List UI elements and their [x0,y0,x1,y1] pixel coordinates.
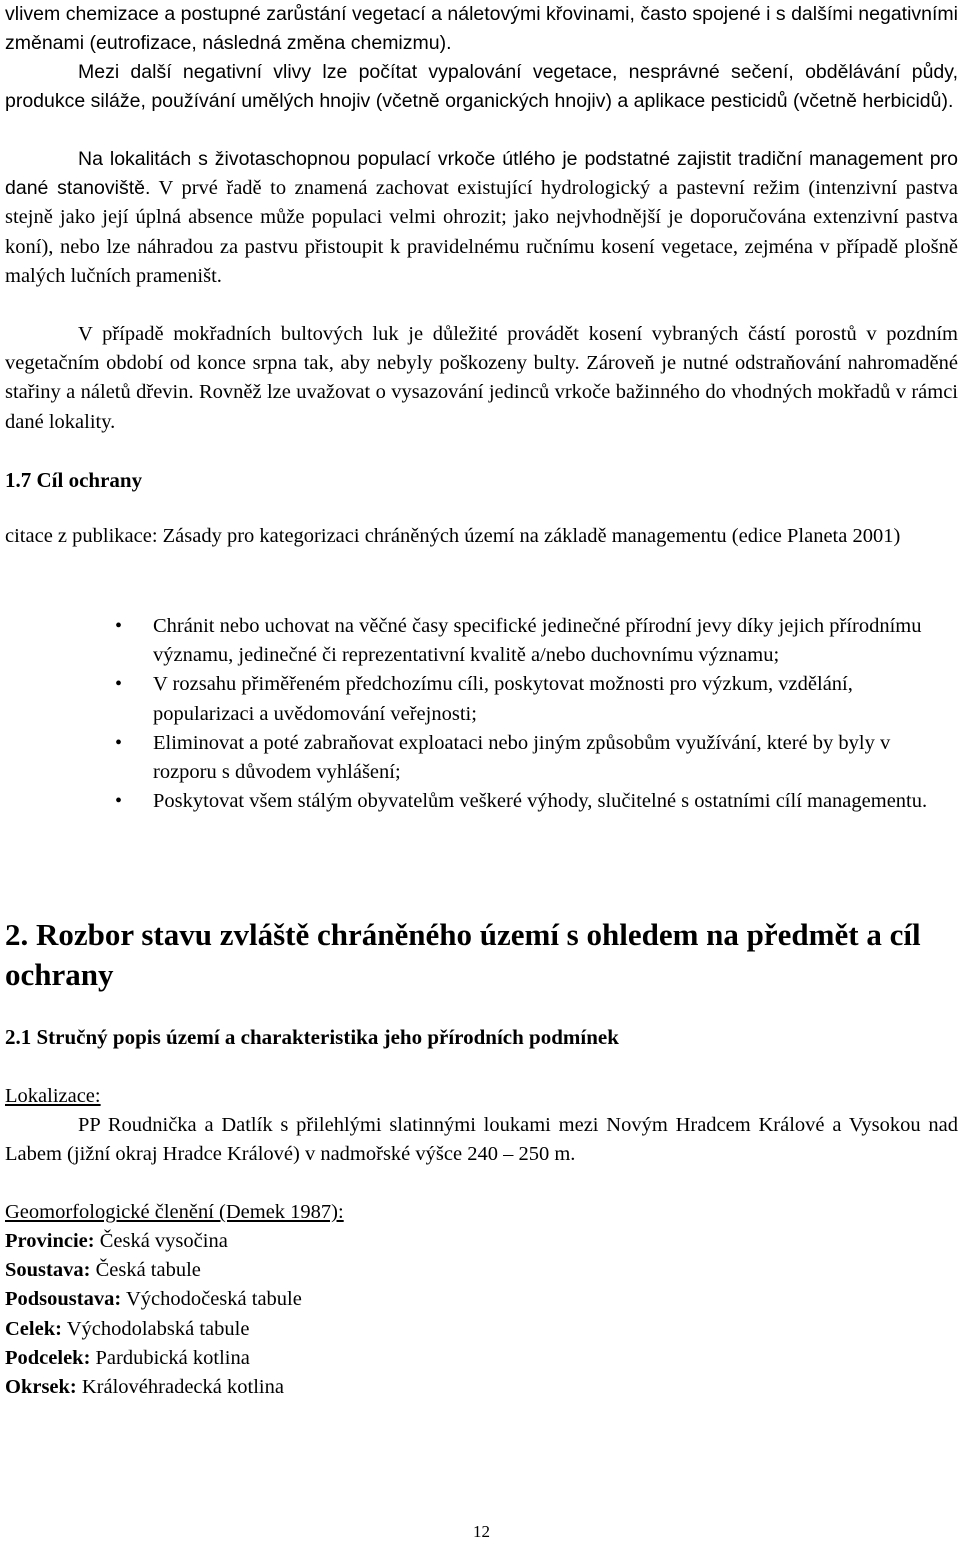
geo-value: Česká tabule [90,1259,201,1282]
localization-text: PP Roudnička a Datlík s přilehlými slatinnými loukami mezi Novým Hradcem Králové a Vysokou nad Labem (jižní okraj Hradce Králové) v nadmořské výšce 240 – 250 m. [5,1114,958,1166]
page-number: 12 [473,1522,490,1541]
bullet-icon: • [115,731,123,754]
list-item [5,787,958,816]
geo-value: Královéhradecká kotlina [76,1376,284,1399]
citation: citace z publikace: Zásady pro kategorizaci chráněných území na základě managementu (edice Planeta 2001) [5,525,901,547]
geo-value: Východočeská tabule [121,1288,302,1311]
geo-label: Okrsek: [5,1376,77,1399]
section-heading-2-1: 2.1 Stručný popis území a charakteristika jeho přírodních podmínek [5,1025,619,1049]
geo-label: Soustava: [5,1259,91,1282]
paragraph-negative-influences [5,58,958,116]
bullet-icon: • [115,615,123,637]
geo-row-subsystem [5,1285,302,1314]
paragraph-text-serif: V prvé řadě to znamená zachovat existující hydrologický a pastevní režim (intenzivní pastva stejně jako její úplná absence může populaci velmi ohrozit; jako nejvhodnější je doporučována extenzivní pastva koní), nebo lze náhradou za pastvu přistoupit k pravidelnému ručnímu kosení vegetace, zejména v případě plošně malých lučních prameništ. [5,177,958,287]
geo-row-province [5,1227,302,1256]
list-item-text: V rozsahu přiměřeném předchozímu cíli, poskytovat možnosti pro výzkum, vzdělání, popularizaci a uvědomování veřejnosti; [153,673,853,725]
geo-label: Celek: [5,1317,62,1340]
protection-goals-list [5,612,958,816]
geo-value: Východolabská tabule [61,1317,250,1340]
list-item-text: Chránit nebo uchovat na věčné časy specifické jedinečné přírodní jevy díky jejich přírodnímu významu, jedinečné či reprezentativní kvalitě a/nebo duchovnímu významu; [153,615,922,667]
geo-row-subunit [5,1344,302,1373]
paragraph-management [5,145,958,291]
geo-label: Podcelek: [5,1346,91,1369]
list-item [5,670,958,728]
paragraph-text: vlivem chemizace a postupné zarůstání vegetací a náletovými křovinami, často spojené i s dalšími negativními změnami (eutrofizace, následná změna chemizmu). [5,3,958,55]
bullet-icon: • [115,790,123,813]
geo-row-unit [5,1315,302,1344]
paragraph-text-sans: Na lokalitách s životaschopnou populací vrkoče útlého je podstatné zajistit tradiční management pro dané stanoviště. [5,148,958,200]
paragraph-continued [5,0,958,58]
geo-row-district [5,1373,302,1402]
section-heading-1-7: 1.7 Cíl ochrany [5,468,143,492]
bullet-icon: • [115,673,123,696]
paragraph-wet-meadows [5,320,958,437]
geomorphology-label: Geomorfologické členění (Demek 1987): [5,1201,344,1223]
geo-label: Provincie: [5,1230,100,1252]
geo-label: Podsoustava: [5,1288,122,1311]
geo-row-system [5,1256,302,1285]
geomorphology-list [5,1227,302,1402]
section-heading-2: 2. Rozbor stavu zvláště chráněného území s ohledem na předmět a cíl ochrany [5,917,921,992]
list-item [5,612,958,670]
paragraph-text: Mezi další negativní vlivy lze počítat vypalování vegetace, nesprávné sečení, obdělávání půdy, produkce siláže, používání umělých hnojiv (včetně organických hnojiv) a aplikace pesticidů (včetně herbicidů). [5,61,958,113]
list-item-text: Eliminovat a poté zabraňovat exploataci nebo jiným způsobům využívání, které by byly v rozporu s důvodem vyhlášení; [153,731,891,784]
list-item [5,729,958,787]
geo-value: Pardubická kotlina [90,1346,250,1369]
geo-value: Česká vysočina [99,1230,228,1252]
localization-label: Lokalizace: [5,1085,101,1107]
list-item-text: Poskytovat všem stálým obyvatelům veškeré výhody, slučitelné s ostatními cílí managementu. [153,790,928,813]
paragraph-text: V případě mokřadních bultových luk je důležité provádět kosení vybraných částí porostů v pozdním vegetačním období od konce srpna tak, aby nebyly poškozeny bulty. Zároveň je nutné odstraňování nahromaděné stařiny a náletů dřevin. Rovněž lze uvažovat o vysazování jedinců vrkoče bažinného do vhodných mokřadů v rámci dané lokality. [5,323,958,433]
